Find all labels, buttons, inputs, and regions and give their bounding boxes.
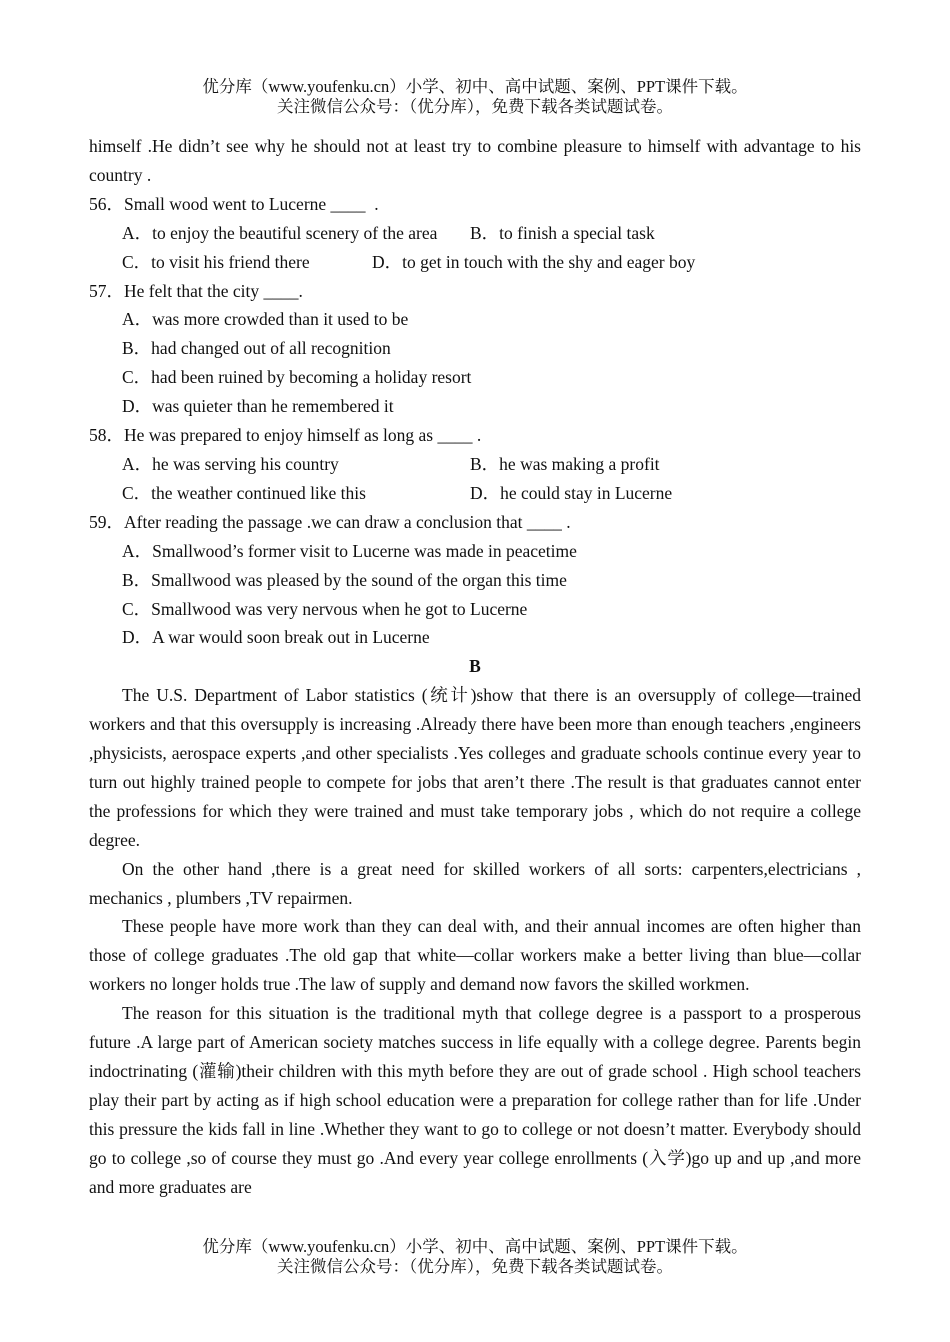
question-stem: 58．He was prepared to enjoy himself as long as ____ . — [89, 425, 482, 446]
question-stem: 59．After reading the passage .we can draw a conclusion that ____ . — [89, 511, 571, 532]
option-row — [122, 219, 861, 248]
paragraph: The reason for this situation is the traditional myth that college degree is a passport to a prosperous future .A large part of American society matches success in life equally with a college degree. Parents begin indoctrinating (灌输)their children with this myth before they are out of grade school . High school teachers play their part by acting as if high school education were a preparation for college rather than for life .Under this pressure the kids fall in line .Whether they want to go to college or not doesn’t matter. Everybody should go to college ,so of course they must go .And every year college enrollments (入学)go up and up ,and more and more graduates are — [89, 1003, 861, 1197]
question-stem: 56．Small wood went to Lucerne ____ . — [89, 193, 379, 214]
paragraph: On the other hand ,there is a great need for skilled workers of all sorts: carpenters,electricians , mechanics , plumbers ,TV repairmen. — [89, 858, 861, 908]
document-body — [89, 132, 861, 1202]
option-b: B．had changed out of all recognition — [122, 338, 391, 359]
paragraph: The U.S. Department of Labor statistics (统计)show that there is an oversupply of college—trained workers and that this oversupply is increasing .Already there have been more than enough teachers ,engineers ,physicists, aerospace experts ,and other specialists .Yes colleges and graduate schools continue every year to turn out highly trained people to compete for jobs that aren’t there .The result is that graduates cannot enter the professions for which they were trained and must take temporary jobs , which do not require a college degree. — [89, 685, 861, 850]
page-footer — [0, 1237, 950, 1277]
header-line-2: 关注微信公众号：（优分库），免费下载各类试题试卷。 — [277, 97, 673, 116]
option-row — [122, 248, 861, 277]
question-59 — [89, 508, 861, 653]
section-heading: B — [469, 656, 481, 677]
option-b: B．Smallwood was pleased by the sound of the organ this time — [122, 569, 567, 590]
page-header — [0, 77, 950, 117]
option-c: C．the weather continued like this — [122, 482, 366, 503]
option-a: A．he was serving his country — [122, 453, 339, 474]
question-stem: 57．He felt that the city ____. — [89, 280, 303, 301]
option-c: C．Smallwood was very nervous when he got to Lucerne — [122, 598, 528, 619]
option-a: A．was more crowded than it used to be — [122, 309, 409, 330]
option-b: B．he was making a profit — [470, 453, 660, 474]
option-c: C．had been ruined by becoming a holiday resort — [122, 367, 472, 388]
option-d: D．A war would soon break out in Lucerne — [122, 627, 430, 648]
question-56 — [89, 190, 861, 277]
option-a: A．Smallwood’s former visit to Lucerne was made in peacetime — [122, 540, 577, 561]
option-b: B．to finish a special task — [470, 222, 655, 243]
footer-line-2: 关注微信公众号：（优分库），免费下载各类试题试卷。 — [277, 1257, 673, 1276]
option-row — [122, 479, 861, 508]
footer-line-1: 优分库（www.youfenku.cn）小学、初中、高中试题、案例、PPT课件下载。 — [202, 1237, 748, 1256]
option-d: D．was quieter than he remembered it — [122, 396, 394, 417]
question-58 — [89, 421, 861, 508]
question-57 — [89, 277, 861, 422]
header-line-1: 优分库（www.youfenku.cn）小学、初中、高中试题、案例、PPT课件下载。 — [202, 77, 748, 96]
option-a: A．to enjoy the beautiful scenery of the area — [122, 222, 438, 243]
passage-a-ending: himself .He didn’t see why he should not at least try to combine pleasure to himself with advantage to his country . — [89, 136, 861, 185]
option-row — [122, 450, 861, 479]
option-d: D．to get in touch with the shy and eager boy — [372, 251, 696, 272]
option-c: C．to visit his friend there — [122, 251, 310, 272]
paragraph: These people have more work than they can deal with, and their annual incomes are often higher than those of college graduates .The old gap that white—collar workers make a better living than blue—collar workers no longer holds true .The law of supply and demand now favors the skilled workmen. — [89, 916, 861, 995]
option-d: D．he could stay in Lucerne — [470, 482, 673, 503]
